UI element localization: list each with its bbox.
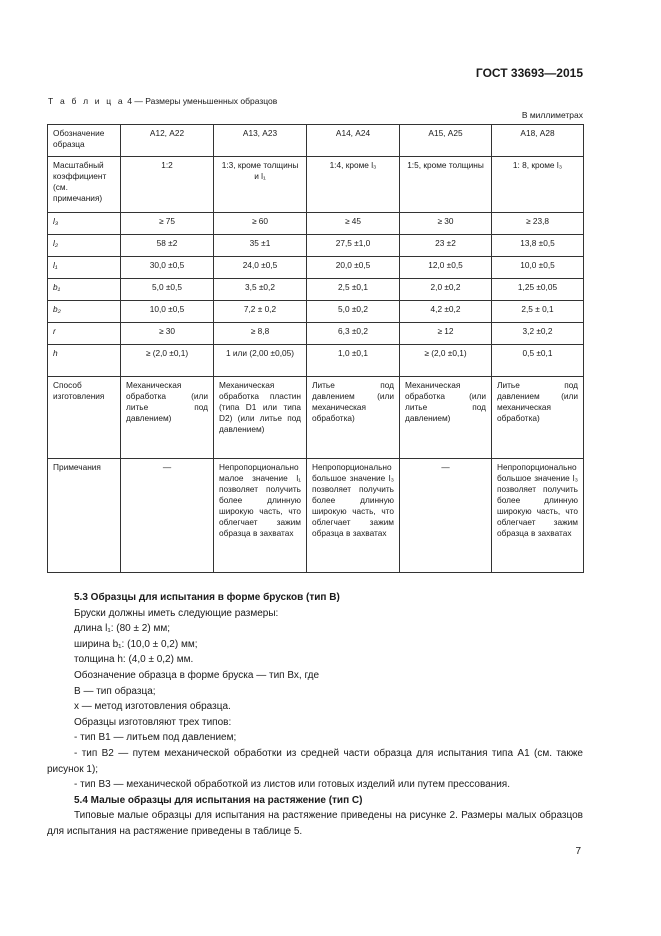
table-cell: Литье под давлением (или механическая обработка) — [307, 377, 400, 459]
paragraph: Образцы изготовляют трех типов: — [74, 716, 232, 728]
table-cell: А15, А25 — [400, 125, 492, 157]
table-cell: 3,5 ±0,2 — [214, 279, 307, 301]
row-label — [48, 323, 121, 345]
paragraph: В — тип образца; — [74, 685, 156, 697]
table-caption-number: 4 — [127, 96, 132, 106]
symbol-b1: b₁ — [53, 282, 61, 292]
table-cell: ≥ 12 — [400, 323, 492, 345]
table-row — [48, 125, 584, 157]
table-cell: 1 или (2,00 ±0,05) — [214, 345, 307, 377]
table-row — [48, 377, 584, 459]
table-cell: Механическая обработка (или литье под давлением) — [400, 377, 492, 459]
table-cell: 1,25 ±0,05 — [492, 279, 584, 301]
symbol-l1: l₁ — [53, 260, 58, 270]
paragraph: Бруски должны иметь следующие размеры: — [74, 607, 279, 619]
row-label — [48, 279, 121, 301]
table-row — [48, 345, 584, 377]
table-cell: 20,0 ±0,5 — [307, 257, 400, 279]
row-label — [48, 213, 121, 235]
table-cell: ≥ 75 — [121, 213, 214, 235]
table-cell: 5,0 ±0,5 — [121, 279, 214, 301]
table-cell: — — [400, 459, 492, 573]
table-row — [48, 323, 584, 345]
table-caption — [48, 96, 277, 106]
list-item: - тип В2 — путем механической обработки из средней части образца для испытания типа А1 (см. также рисунок 1); — [47, 747, 583, 775]
standard-code: ГОСТ 33693—2015 — [475, 66, 583, 80]
table-cell: 1:5, кроме толщины — [400, 157, 492, 213]
list-item: - тип В1 — литьем под давлением; — [74, 732, 237, 744]
table-cell: 3,2 ±0,2 — [492, 323, 584, 345]
page-number: 7 — [575, 846, 581, 857]
table-cell: ≥ 30 — [400, 213, 492, 235]
table-cell: 24,0 ±0,5 — [214, 257, 307, 279]
row-label — [48, 301, 121, 323]
table-cell: 6,3 ±0,2 — [307, 323, 400, 345]
table-cell: 23 ±2 — [400, 235, 492, 257]
table-cell: ≥ (2,0 ±0,1) — [121, 345, 214, 377]
table-units: В миллиметрах — [521, 110, 583, 120]
table-cell: 1:3, кроме толщины и l₁ — [214, 157, 307, 213]
table-cell: 5,0 ±0,2 — [307, 301, 400, 323]
table-cell: Литье под давлением (или механическая обработка) — [492, 377, 584, 459]
row-label: Обозначение образца — [48, 125, 121, 157]
table-cell: А12, А22 — [121, 125, 214, 157]
table-cell: 7,2 ± 0,2 — [214, 301, 307, 323]
table-cell: 12,0 ±0,5 — [400, 257, 492, 279]
list-item: - тип В3 — механической обработкой из листов или готовых изделий или путем прессования. — [74, 779, 511, 791]
table-cell: 1,0 ±0,1 — [307, 345, 400, 377]
table-cell: 58 ±2 — [121, 235, 214, 257]
table-row — [48, 213, 584, 235]
table-cell: 2,5 ±0,1 — [307, 279, 400, 301]
table-caption-title: — Размеры уменьшенных образцов — [134, 96, 278, 106]
table-cell: 35 ±1 — [214, 235, 307, 257]
table-cell: А18, А28 — [492, 125, 584, 157]
paragraph: Обозначение образца в форме бруска — тип Вх, где — [74, 669, 320, 681]
table-cell: 1: 8, кроме l₃ — [492, 157, 584, 213]
table-cell: Непропорционально большое значение l₃ позволяет получить более длинную широкую часть, что облегчает зажим образца в захватах — [492, 459, 584, 573]
row-label: Способ изготовления — [48, 377, 121, 459]
table-cell: 30,0 ±0,5 — [121, 257, 214, 279]
table-cell: 13,8 ±0,5 — [492, 235, 584, 257]
table-cell: ≥ 45 — [307, 213, 400, 235]
section-5-4-heading: 5.4 Малые образцы для испытания на растяжение (тип С) — [74, 794, 363, 806]
table-cell: А13, А23 — [214, 125, 307, 157]
table-cell: ≥ (2,0 ±0,1) — [400, 345, 492, 377]
row-label — [48, 257, 121, 279]
table-row — [48, 301, 584, 323]
table-cell: ≥ 60 — [214, 213, 307, 235]
table-cell: 27,5 ±1,0 — [307, 235, 400, 257]
table-row — [48, 257, 584, 279]
table-cell: Непропорционально большое значение l₃ позволяет получить более длинную широкую часть, что облегчает зажим образца в захватах — [307, 459, 400, 573]
table-cell: 0,5 ±0,1 — [492, 345, 584, 377]
table-cell: ≥ 30 — [121, 323, 214, 345]
row-label — [48, 345, 121, 377]
table-cell: Непропорционально малое значение l₁ позволяет получить более длинную широкую часть, что облегчает зажим образца в захватах — [214, 459, 307, 573]
table-cell: — — [121, 459, 214, 573]
paragraph: х — метод изготовления образца. — [74, 701, 231, 713]
table-cell: 2,0 ±0,2 — [400, 279, 492, 301]
symbol-b2: b₂ — [53, 304, 61, 314]
section-5-3-heading: 5.3 Образцы для испытания в форме брусков (тип В) — [74, 592, 340, 603]
table-row — [48, 279, 584, 301]
symbol-l2: l₂ — [53, 238, 59, 248]
table-cell: 10,0 ±0,5 — [121, 301, 214, 323]
row-label: Масштабный коэффициент (см. примечания) — [48, 157, 121, 213]
row-label: Примечания — [48, 459, 121, 573]
table-row — [48, 157, 584, 213]
table-cell: 4,2 ±0,2 — [400, 301, 492, 323]
symbol-l3: l₃ — [53, 216, 59, 226]
table-cell: ≥ 23,8 — [492, 213, 584, 235]
table-caption-prefix: Т а б л и ц а — [48, 96, 125, 106]
table-cell: 10,0 ±0,5 — [492, 257, 584, 279]
table-cell: Механическая обработка пластин (типа D1 или типа D2) (или литье под давлением) — [214, 377, 307, 459]
table-cell: 2,5 ± 0,1 — [492, 301, 584, 323]
table-row — [48, 235, 584, 257]
paragraph: ширина b₁: (10,0 ± 0,2) мм; — [74, 638, 198, 650]
body-text — [47, 590, 583, 840]
specimen-dimensions-table — [47, 124, 584, 573]
row-label — [48, 235, 121, 257]
table-cell: 1:4, кроме l₃ — [307, 157, 400, 213]
table-cell: 1:2 — [121, 157, 214, 213]
paragraph: длина l₁: (80 ± 2) мм; — [74, 623, 170, 635]
table-row — [48, 459, 584, 573]
symbol-h: h — [53, 348, 58, 358]
paragraph: толщина h: (4,0 ± 0,2) мм. — [74, 654, 194, 666]
table-cell: Механическая обработка (или литье под давлением) — [121, 377, 214, 459]
symbol-r: r — [53, 326, 56, 336]
table-cell: ≥ 8,8 — [214, 323, 307, 345]
table-cell: А14, А24 — [307, 125, 400, 157]
paragraph: Типовые малые образцы для испытания на растяжение приведены на рисунке 2. Размеры малых образцов для испытания на растяжение приведены в таблице 5. — [47, 810, 583, 837]
